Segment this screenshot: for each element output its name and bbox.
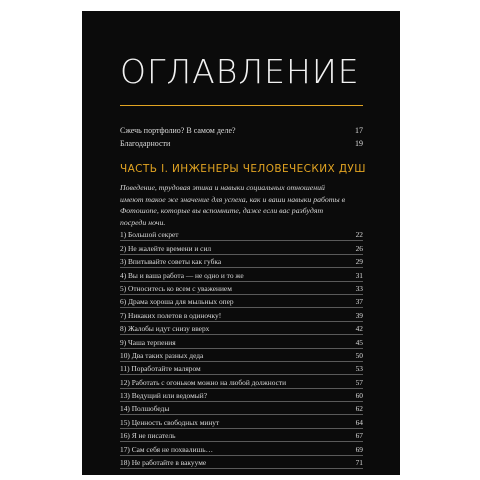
chapter-list — [120, 228, 363, 469]
chapter-title: 3) Впитывайте советы как губка — [120, 257, 222, 267]
chapter-page: 37 — [355, 297, 363, 307]
chapter-item — [120, 415, 363, 428]
part-intro: Поведение, трудовая этика и навыки социальных отношений имеют такое же значение для успеха, как и ваши навыки работы в Фотошопе, которые вы вспомните, даже если вас разбудят посреди ночи. — [120, 183, 346, 227]
chapter-page: 33 — [355, 283, 363, 293]
page-title: ОГЛАВЛЕНИЕ — [120, 52, 360, 91]
chapter-title: 9) Чаша терпения — [120, 337, 176, 347]
chapter-page: 42 — [355, 324, 363, 334]
chapter-item — [120, 429, 363, 442]
chapter-item — [120, 442, 363, 455]
chapter-title: 5) Относитесь ко всем с уважением — [120, 283, 232, 293]
chapter-page: 64 — [355, 417, 363, 427]
chapter-title: 13) Ведущий или ведомый? — [120, 391, 207, 401]
chapter-title: 11) Поработайте маляром — [120, 364, 201, 374]
chapter-page: 57 — [355, 377, 363, 387]
chapter-item — [120, 335, 363, 348]
chapter-page: 67 — [355, 431, 363, 441]
chapter-item — [120, 322, 363, 335]
front-matter-item — [120, 126, 363, 135]
chapter-item — [120, 255, 363, 268]
chapter-item — [120, 308, 363, 321]
front-matter-label: Благодарности — [120, 139, 171, 148]
chapter-page: 39 — [355, 310, 363, 320]
chapter-item — [120, 241, 363, 254]
chapter-title: 12) Работать с огоньком можно на любой должности — [120, 377, 287, 387]
chapter-title: 1) Большой секрет — [120, 230, 179, 240]
chapter-title: 16) Я не писатель — [120, 431, 176, 441]
chapter-title: 7) Никаких полетов в одиночку! — [120, 310, 222, 320]
chapter-page: 22 — [355, 230, 363, 240]
chapter-page: 50 — [355, 350, 363, 360]
title-underline — [120, 105, 363, 106]
chapter-page: 62 — [355, 404, 363, 414]
chapter-title: 6) Драма хороша для мыльных опер — [120, 297, 234, 307]
chapter-item — [120, 456, 363, 469]
chapter-title: 17) Сам себя не похвалишь… — [120, 444, 213, 454]
chapter-page: 29 — [355, 257, 363, 267]
part-heading: ЧАСТЬ I. ИНЖЕНЕРЫ ЧЕЛОВЕЧЕСКИХ ДУШ — [120, 163, 366, 175]
chapter-page: 69 — [355, 444, 363, 454]
chapter-item — [120, 389, 363, 402]
chapter-title: 15) Ценность свободных минут — [120, 417, 220, 427]
front-matter-item — [120, 139, 363, 148]
front-matter-label: Сжечь портфолио? В самом деле? — [120, 126, 236, 135]
chapter-item — [120, 362, 363, 375]
chapter-title: 10) Два таких разных деда — [120, 350, 204, 360]
chapter-page: 71 — [355, 458, 363, 468]
chapter-item — [120, 402, 363, 415]
chapter-title: 8) Жалобы идут снизу вверх — [120, 324, 210, 334]
chapter-page: 53 — [355, 364, 363, 374]
chapter-item — [120, 282, 363, 295]
book-page — [82, 11, 400, 475]
chapter-item — [120, 349, 363, 362]
chapter-page: 26 — [355, 243, 363, 253]
chapter-title: 4) Вы и ваша работа — не одно и то же — [120, 270, 244, 280]
chapter-title: 2) Не жалейте времени и сил — [120, 243, 212, 253]
chapter-item — [120, 228, 363, 241]
front-matter-page: 17 — [355, 126, 363, 135]
chapter-page: 45 — [355, 337, 363, 347]
chapter-page: 60 — [355, 391, 363, 401]
chapter-page: 31 — [355, 270, 363, 280]
front-matter-page: 19 — [355, 139, 363, 148]
chapter-title: 18) Не работайте в вакууме — [120, 458, 207, 468]
chapter-item — [120, 295, 363, 308]
chapter-item — [120, 268, 363, 281]
chapter-title: 14) Полшобеды — [120, 404, 170, 414]
chapter-item — [120, 375, 363, 388]
